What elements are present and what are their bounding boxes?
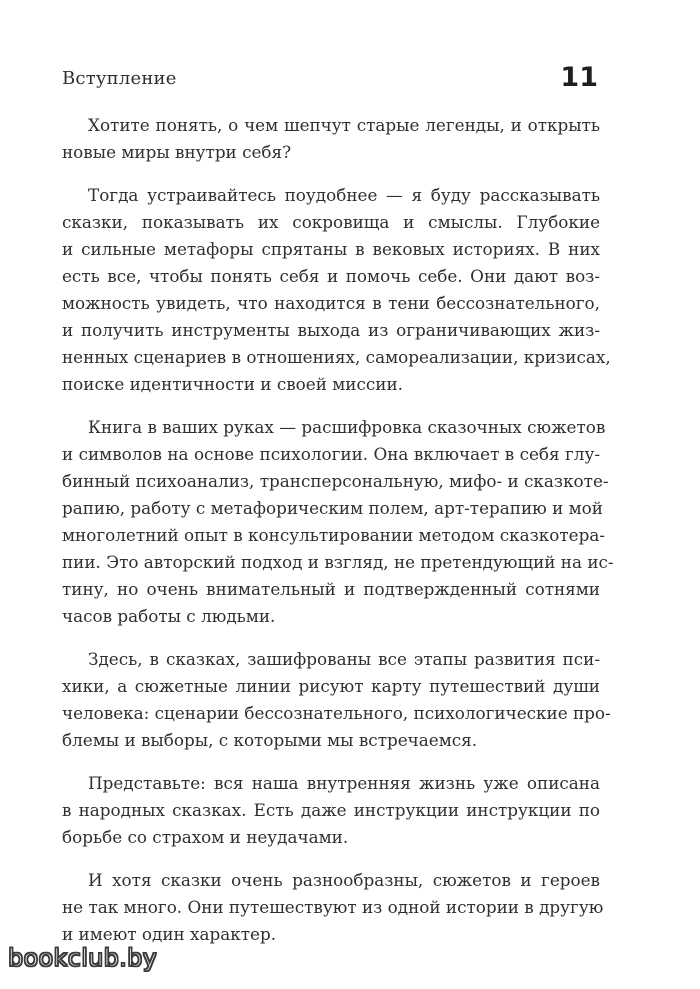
text-line: сказки, показывать их сокровища и смыслы. Глубокие [62,212,600,232]
text-line: Хотите понять, о чем шепчут старые легенды, и открыть [88,115,600,135]
text-line: хики, а сюжетные линии рисуют карту путешествий души [62,676,600,696]
text-line: многолетний опыт в консультировании методом сказкотера- [62,525,606,545]
text-line: Книга в ваших руках — расшифровка сказочных сюжетов [88,417,606,437]
text-line: бинный психоанализ, трансперсональную, мифо- и сказкоте- [62,471,609,491]
text-line: пии. Это авторский подход и взгляд, не претендующий на ис- [62,552,614,572]
paragraph [62,770,600,851]
section-title: Вступление [62,68,177,89]
watermark: bookclub.by [8,944,158,972]
text-line: тину, но очень внимательный и подтвержденный сотнями [62,579,600,599]
text-line: И хотя сказки очень разнообразны, сюжетов и героев [88,870,600,890]
body-text [62,112,614,964]
text-line: и символов на основе психологии. Она включает в себя глу- [62,444,600,464]
text-line: и сильные метафоры спрятаны в вековых историях. В них [62,239,600,259]
text-line: Представьте: вся наша внутренняя жизнь уже описана [88,773,600,793]
text-line: часов работы с людьми. [62,606,276,626]
text-line: рапию, работу с метафорическим полем, арт-терапию и мой [62,498,603,518]
text-line: ненных сценариев в отношениях, самореализации, кризисах, [62,347,611,367]
text-line: есть все, чтобы понять себя и помочь себе. Они дают воз- [62,266,600,286]
text-line: блемы и выборы, с которыми мы встречаемся. [62,730,478,750]
text-line: Здесь, в сказках, зашифрованы все этапы развития пси- [88,649,600,669]
running-header [62,64,598,94]
text-line: и получить инструменты выхода из ограничивающих жиз- [62,320,600,340]
text-line: борьбе со страхом и неудачами. [62,827,349,847]
paragraph [62,646,611,754]
paragraph [62,867,604,948]
text-line: поиске идентичности и своей миссии. [62,374,403,394]
paragraph [62,112,600,166]
paragraph [62,182,611,398]
text-line: можность увидеть, что находится в тени бессознательного, [62,293,600,313]
paragraph [62,414,614,630]
text-line: в народных сказках. Есть даже инструкции инструкции по [62,800,600,820]
page-number: 11 [560,62,598,93]
text-line: не так много. Они путешествуют из одной истории в другую [62,897,604,917]
text-line: человека: сценарии бессознательного, психологические про- [62,703,611,723]
text-line: Тогда устраивайтесь поудобнее — я буду рассказывать [88,185,600,205]
text-line: и имеют один характер. [62,924,277,944]
text-line: новые миры внутри себя? [62,142,292,162]
